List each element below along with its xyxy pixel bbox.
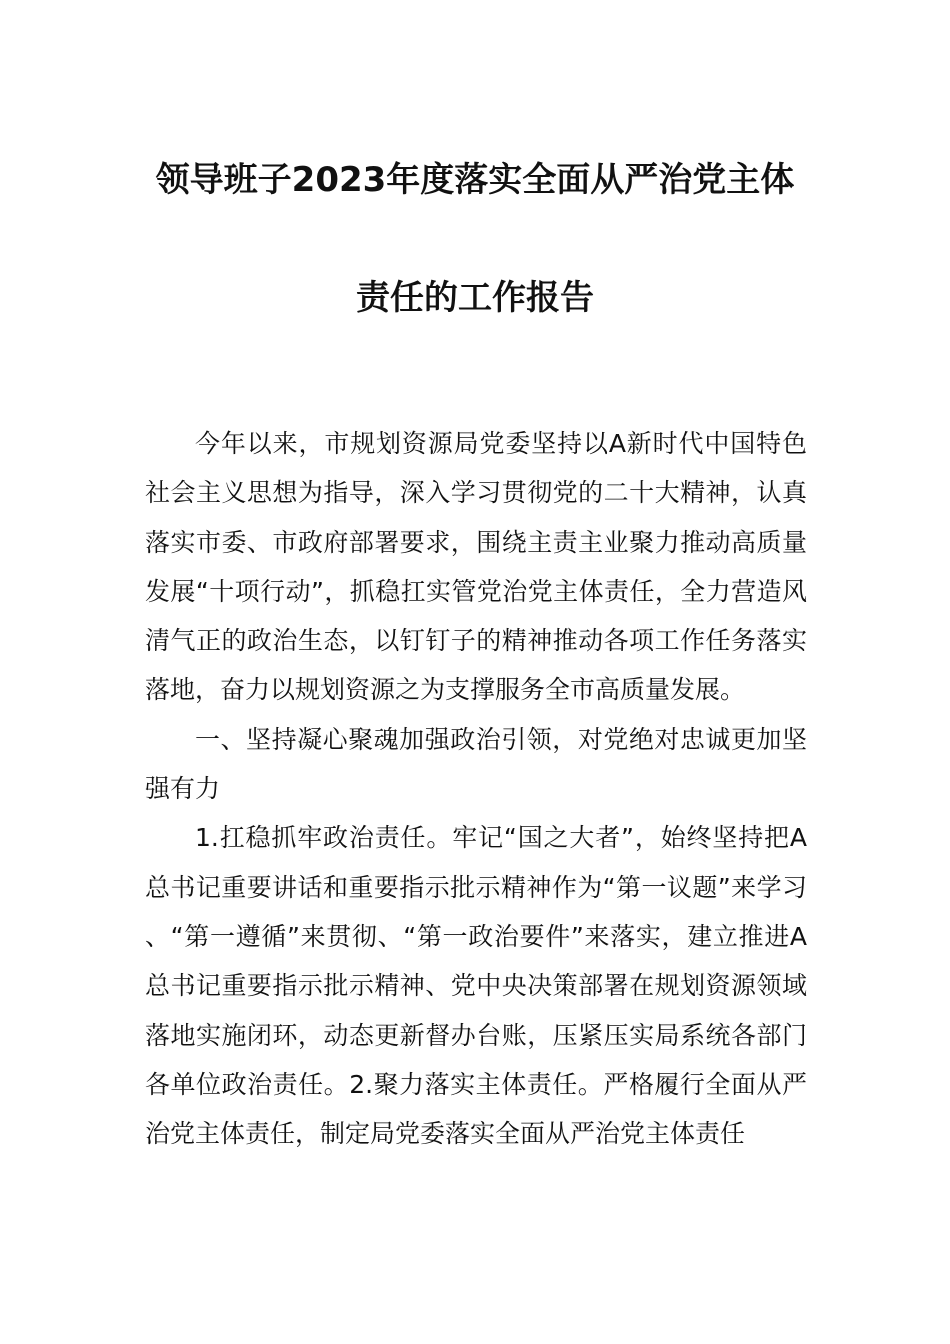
document-body [145, 419, 807, 1158]
body-paragraph: 1.扛稳抓牢政治责任。牢记“国之大者”，始终坚持把A总书记重要讲话和重要指示批示精神作为“第一议题”来学习、“第一遵循”来贯彻、“第一政治要件”来落实，建立推进A总书记重要指示批示精神、党中央决策部署在规划资源领域落地实施闭环，动态更新督办台账，压紧压实局系统各部门各单位政治责任。2.聚力落实主体责任。严格履行全面从严治党主体责任，制定局党委落实全面从严治党主体责任 [145, 823, 807, 1149]
document-title-line-2: 责任的工作报告 [356, 278, 594, 318]
intro-paragraph: 今年以来，市规划资源局党委坚持以A新时代中国特色社会主义思想为指导，深入学习贯彻党的二十大精神，认真落实市委、市政府部署要求，围绕主责主业聚力推动高质量发展“十项行动”，抓稳扛实管党治党主体责任，全力营造风清气正的政治生态，以钉钉子的精神推动各项工作任务落实落地，奋力以规划资源之为支撑服务全市高质量发展。 [145, 429, 807, 705]
document-title-line-1: 领导班子2023年度落实全面从严治党主体 [155, 160, 795, 200]
section-heading-1: 一、坚持凝心聚魂加强政治引领，对党绝对忠诚更加坚强有力 [145, 724, 807, 804]
